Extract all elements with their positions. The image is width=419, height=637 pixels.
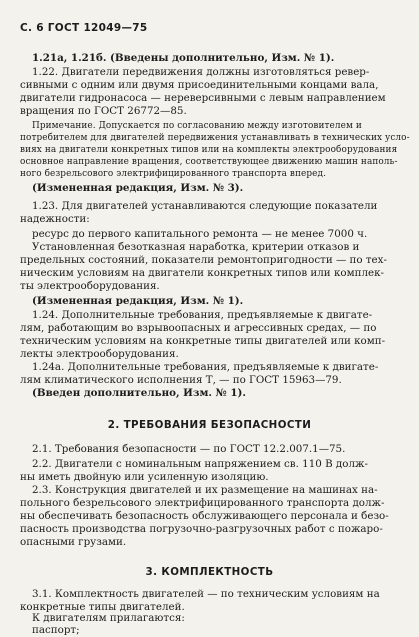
page-header: С. 6 ГОСТ 12049—75 [20,22,148,34]
paragraph-line: Установленная безотказная наработка, критерии отказов и [32,241,360,253]
paragraph-line: 2.3. Конструкция двигателей и их размещение на машинах на- [32,484,378,496]
paragraph-line: ресурс до первого капитального ремонта — не менее 7000 ч. [32,228,368,240]
paragraph-line: 3.1. Комплектность двигателей — по техническим условиям на [32,588,380,600]
paragraph-line: польного безрельсового электрифицированного транспорта долж- [20,497,385,509]
note-line: виях на двигатели конкретных типов или на комплекты электрооборудования [20,145,398,155]
note-line: Примечание. Допускается по согласованию между изготовителем и [32,121,362,131]
paragraph-line: 1.23. Для двигателей устанавливаются следующие показатели [32,200,378,212]
paragraph-line: лям климатического исполнения Т, — по ГОСТ 15963—79. [20,374,342,386]
paragraph-line: ны обеспечивать безопасность обслуживающего персонала и безо- [20,510,389,522]
paragraph-line: вращения по ГОСТ 26772—85. [20,105,187,117]
paragraph-line: сивными с одним или двумя присоединительными концами вала, [20,79,379,91]
section-heading: 3. КОМПЛЕКТНОСТЬ [145,566,274,578]
paragraph-line: ническим условиям на двигатели конкретных типов или комплек- [20,267,384,279]
paragraph-line: лекты электрооборудования. [20,348,179,360]
paragraph-line: надежности: [20,213,90,225]
paragraph-line: 1.22. Двигатели передвижения должны изготовляться ревер- [32,66,370,78]
amendment-note: (Измененная редакция, Изм. № 1). [32,295,244,307]
paragraph-line: 2.1. Требования безопасности — по ГОСТ 12.2.007.1—75. [32,443,346,455]
paragraph-line: опасными грузами. [20,536,127,548]
amendment-note: (Введен дополнительно, Изм. № 1). [32,387,246,399]
paragraph-line: К двигателям прилагаются: [32,612,185,624]
paragraph-line: пасность производства погрузочно-разгрузочных работ с пожаро- [20,523,383,535]
paragraph-line: лям, работающим во взрывоопасных и агрессивных средах, — по [20,322,377,334]
note-line: основное направление вращения, соответствующее движению машин наполь- [20,157,398,167]
paragraph-line: ты электрооборудования. [20,280,160,292]
paragraph-line: ны иметь двойную или усиленную изоляцию. [20,471,269,483]
paragraph-line: 1.21а, 1.21б. (Введены дополнительно, Изм. № 1). [32,52,335,64]
paragraph-line: техническим условиям на конкретные типы двигателей или комп- [20,335,386,347]
paragraph-line: двигатели гидронасоса — нереверсивными с левым направлением [20,92,386,104]
paragraph-line: 1.24а. Дополнительные требования, предъявляемые к двигате- [32,361,379,373]
paragraph-line: предельных состояний, показатели ремонтопригодности — по тех- [20,254,387,266]
section-heading: 2. ТРЕБОВАНИЯ БЕЗОПАСНОСТИ [107,419,312,431]
note-line: ного безрельсового электрифицированного транспорта вперед. [20,169,326,179]
note-line: потребителем для двигателей передвижения устанавливать в технических усло- [20,133,410,143]
paragraph-line: 1.24. Дополнительные требования, предъявляемые к двигате- [32,309,373,321]
amendment-note: (Измененная редакция, Изм. № 3). [32,182,244,194]
paragraph-line: конкретные типы двигателей. [20,601,185,613]
paragraph-line: 2.2. Двигатели с номинальным напряжением св. 110 В долж- [32,458,368,470]
paragraph-line: паспорт; [32,624,80,636]
